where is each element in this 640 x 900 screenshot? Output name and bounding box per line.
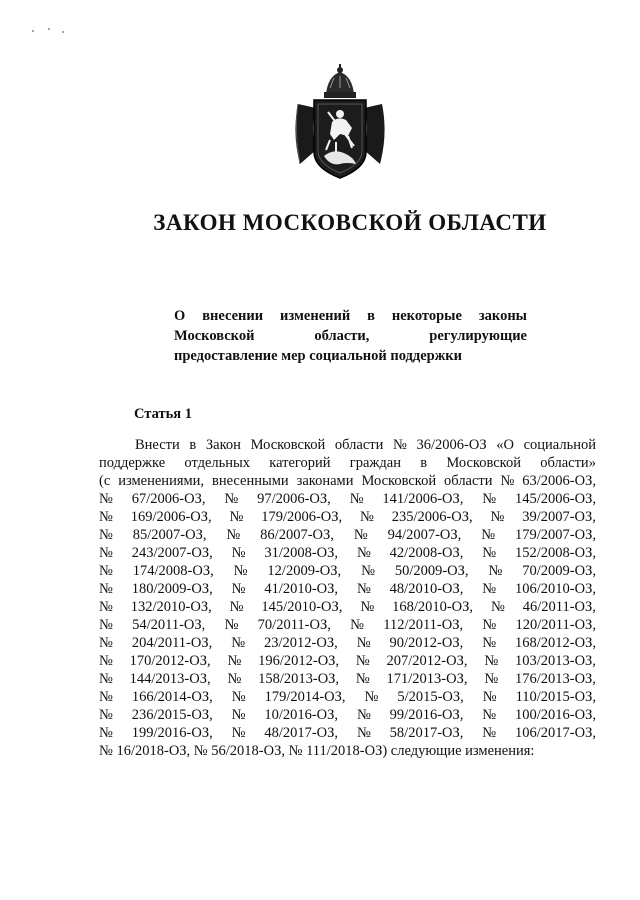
word: Московской [446, 455, 521, 471]
body-line [99, 580, 596, 598]
word: 235/2006-ОЗ, [391, 509, 473, 525]
word: Московской [174, 328, 255, 344]
word: № [231, 635, 246, 651]
word: 106/2017-ОЗ, [515, 725, 596, 741]
word: № [353, 527, 368, 543]
word: № [350, 617, 364, 633]
body-line [99, 562, 596, 580]
word: № [360, 599, 375, 615]
word: 243/2007-ОЗ, [131, 545, 213, 561]
body-line [99, 670, 596, 688]
word: № [355, 671, 370, 687]
word: 207/2012-ОЗ, [386, 653, 468, 669]
word: № [231, 725, 246, 741]
word: в [189, 437, 197, 453]
word: Московской [361, 473, 437, 489]
word: внесенными [212, 473, 289, 489]
word: № [99, 527, 113, 543]
word: № [356, 545, 371, 561]
word: законы [478, 308, 527, 324]
word: 170/2012-ОЗ, [129, 653, 211, 669]
word: № [233, 563, 248, 579]
word: № [99, 599, 113, 615]
word: 42/2008-ОЗ, [389, 545, 464, 561]
word: № [99, 689, 113, 705]
word: 67/2006-ОЗ, [131, 491, 206, 507]
word: 48/2010-ОЗ, [389, 581, 464, 597]
word: № [99, 509, 113, 525]
word: 152/2008-ОЗ, [515, 545, 596, 561]
word: области, [314, 328, 370, 344]
word: 236/2015-ОЗ, [131, 707, 213, 723]
word: № [356, 707, 371, 723]
word: 99/2016-ОЗ, [389, 707, 464, 723]
body-line [99, 706, 596, 724]
word: № [349, 491, 364, 507]
word: № [482, 707, 497, 723]
word: № [484, 653, 499, 669]
body-line [99, 724, 596, 742]
word: 110/2015-ОЗ, [515, 689, 596, 705]
word: 176/2013-ОЗ, [514, 671, 596, 687]
word: № [488, 563, 503, 579]
word: 174/2008-ОЗ, [132, 563, 214, 579]
body-line [99, 742, 596, 760]
word: 196/2012-ОЗ, [258, 653, 340, 669]
word: № [231, 581, 246, 597]
word: № [224, 491, 239, 507]
word: (с [99, 473, 111, 489]
word: 144/2013-ОЗ, [129, 671, 211, 687]
word: области [444, 473, 493, 489]
word: поддержке [99, 455, 166, 471]
word: № [482, 725, 497, 741]
body-line [99, 688, 596, 706]
word: 169/2006-ОЗ, [130, 509, 212, 525]
word: № [227, 671, 242, 687]
word: № [99, 491, 113, 507]
word: 132/2010-ОЗ, [130, 599, 212, 615]
word: № [490, 599, 505, 615]
word: № [99, 725, 113, 741]
word: граждан [349, 455, 401, 471]
law-subject [174, 306, 527, 366]
word: 31/2008-ОЗ, [264, 545, 339, 561]
word: социальной [523, 437, 596, 453]
word: № [482, 491, 497, 507]
word: 41/2010-ОЗ, [264, 581, 339, 597]
body-line [99, 616, 596, 634]
subject-line [174, 326, 527, 346]
word: 85/2007-ОЗ, [132, 527, 207, 543]
word: 179/2006-ОЗ, [261, 509, 343, 525]
word: Закон [205, 437, 241, 453]
word: внесении [202, 308, 264, 324]
article-heading: Статья 1 [134, 406, 192, 422]
word: № [356, 635, 371, 651]
word: 168/2010-ОЗ, [392, 599, 474, 615]
word: 46/2011-ОЗ, [522, 599, 596, 615]
word: 141/2006-ОЗ, [382, 491, 464, 507]
word: № [393, 437, 407, 453]
word: 5/2015-ОЗ, [397, 689, 464, 705]
word: 179/2014-ОЗ, [264, 689, 346, 705]
word: № [99, 671, 113, 687]
word: № [356, 581, 371, 597]
word: № [227, 653, 242, 669]
word: 90/2012-ОЗ, [389, 635, 464, 651]
word: 204/2011-ОЗ, [131, 635, 213, 651]
word: № [99, 617, 113, 633]
coat-of-arms-emblem [290, 64, 390, 186]
word: регулирующие [429, 328, 527, 344]
word: 94/2007-ОЗ, [387, 527, 462, 543]
word: № [484, 671, 499, 687]
word: № [99, 563, 113, 579]
word: 97/2006-ОЗ, [257, 491, 331, 507]
word: Московской [250, 437, 326, 453]
word: № [231, 707, 246, 723]
word: № [99, 653, 113, 669]
word: № [229, 509, 244, 525]
word: «О [496, 437, 514, 453]
word: 158/2013-ОЗ, [258, 671, 340, 687]
word: № [361, 563, 375, 579]
word: № [481, 527, 496, 543]
word: 70/2011-ОЗ, [257, 617, 331, 633]
word: 145/2010-ОЗ, [261, 599, 343, 615]
word: № [482, 617, 497, 633]
word: № [360, 509, 374, 525]
word: 58/2017-ОЗ, [389, 725, 464, 741]
word: некоторые [391, 308, 462, 324]
word: Внести [135, 437, 180, 453]
word: 106/2010-ОЗ, [515, 581, 596, 597]
word: № [226, 527, 241, 543]
body-line [99, 652, 596, 670]
word: № [355, 653, 370, 669]
word: № [99, 545, 113, 561]
word: № [482, 581, 497, 597]
word: 10/2016-ОЗ, [264, 707, 339, 723]
word: № 16/2018-ОЗ, № 56/2018-ОЗ, № 111/2018-ОЗ) следующие изменения: [99, 743, 535, 759]
body-line [99, 454, 596, 472]
word: в [367, 308, 375, 324]
word: 63/2006-ОЗ, [522, 473, 596, 489]
scan-specks [28, 28, 68, 34]
word: изменений [280, 308, 351, 324]
body-line [99, 634, 596, 652]
word: 180/2009-ОЗ, [131, 581, 213, 597]
word: 23/2012-ОЗ, [264, 635, 338, 651]
subject-line [174, 346, 527, 366]
word: 100/2016-ОЗ, [515, 707, 596, 723]
body-line [99, 598, 596, 616]
word: 86/2007-ОЗ, [260, 527, 334, 543]
word: отдельных [184, 455, 251, 471]
article-body [99, 436, 596, 760]
word: № [500, 473, 515, 489]
word: 70/2009-ОЗ, [522, 563, 596, 579]
word: 36/2006-ОЗ [416, 437, 487, 453]
body-line [99, 544, 596, 562]
word: № [99, 581, 113, 597]
subject-line [174, 306, 527, 326]
body-line [99, 436, 596, 454]
word: 112/2011-ОЗ, [383, 617, 464, 633]
word: № [356, 725, 371, 741]
body-line [99, 490, 596, 508]
word: в [420, 455, 428, 471]
word: № [490, 509, 505, 525]
word: № [99, 707, 113, 723]
word: № [482, 545, 497, 561]
word: 12/2009-ОЗ, [267, 563, 342, 579]
word: № [482, 635, 497, 651]
word: 145/2006-ОЗ, [515, 491, 596, 507]
word: 199/2016-ОЗ, [131, 725, 213, 741]
body-line [99, 526, 596, 544]
word: области [334, 437, 384, 453]
word: предоставление мер социальной поддержки [174, 348, 462, 364]
word: 48/2017-ОЗ, [264, 725, 339, 741]
document-title: ЗАКОН МОСКОВСКОЙ ОБЛАСТИ [153, 210, 547, 235]
word: № [231, 689, 246, 705]
word: О [174, 308, 186, 324]
word: № [229, 599, 244, 615]
word: № [224, 617, 239, 633]
word: области» [540, 455, 596, 471]
body-line [99, 508, 596, 526]
word: № [231, 545, 246, 561]
word: 54/2011-ОЗ, [132, 617, 206, 633]
word: № [364, 689, 379, 705]
word: 39/2007-ОЗ, [522, 509, 596, 525]
word: № [482, 689, 497, 705]
word: 103/2013-ОЗ, [514, 653, 596, 669]
word: 168/2012-ОЗ, [515, 635, 596, 651]
word: изменениями, [118, 473, 205, 489]
word: № [99, 635, 113, 651]
word: 50/2009-ОЗ, [394, 563, 469, 579]
word: 166/2014-ОЗ, [131, 689, 213, 705]
word: законами [296, 473, 354, 489]
word: 120/2011-ОЗ, [515, 617, 596, 633]
body-line [99, 472, 596, 490]
word: 171/2013-ОЗ, [386, 671, 468, 687]
word: 179/2007-ОЗ, [514, 527, 596, 543]
word: категорий [269, 455, 331, 471]
